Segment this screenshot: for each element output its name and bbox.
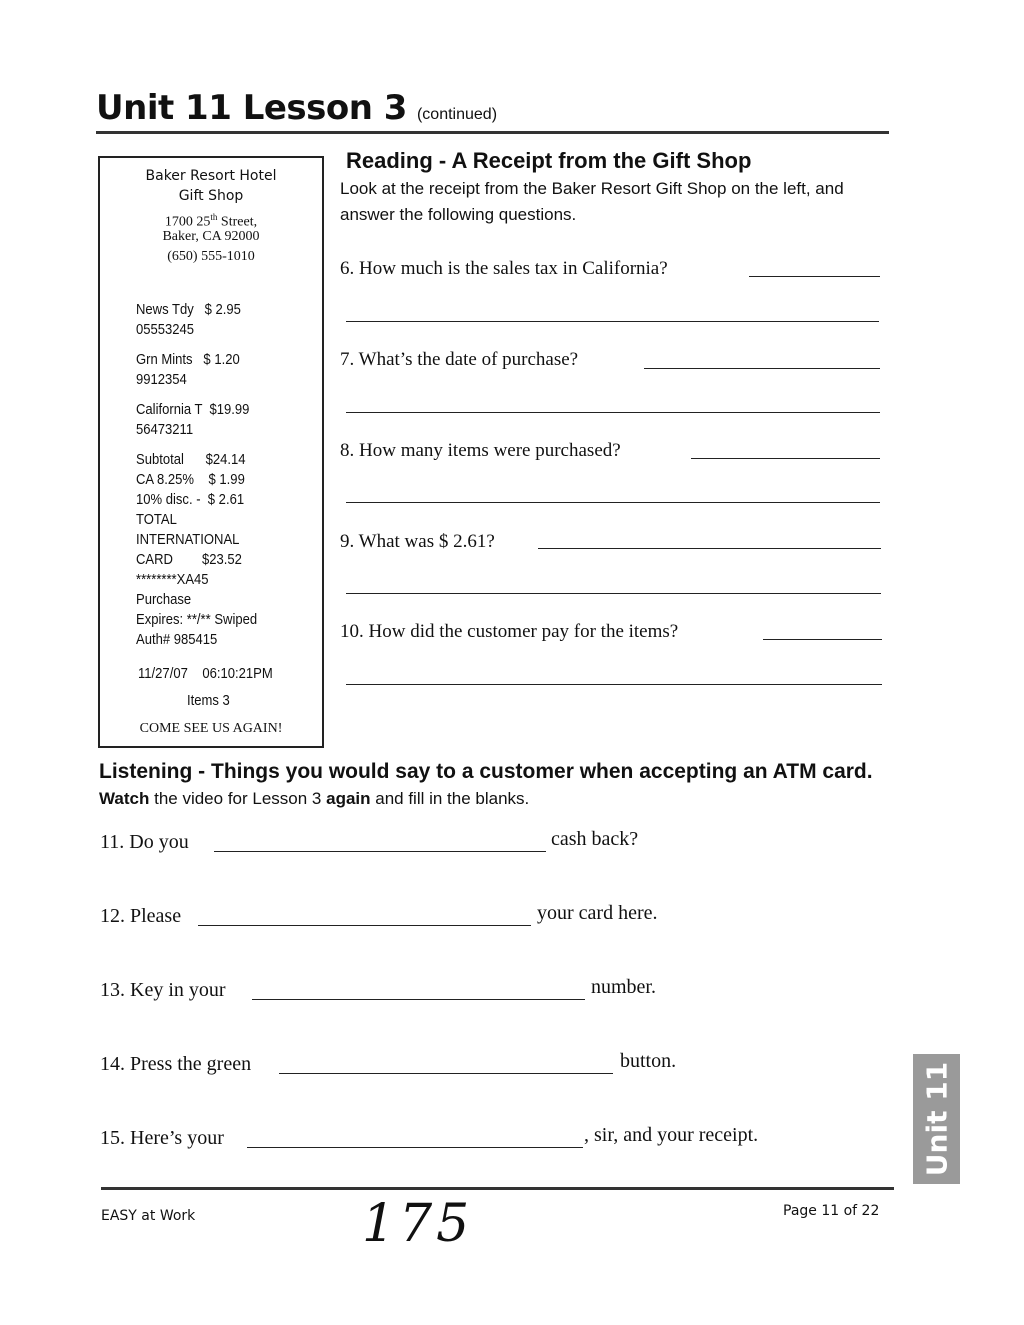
receipt-addr-number: 1700 25 (164, 214, 211, 230)
instr-mid: the video for Lesson 3 (149, 789, 327, 808)
receipt-item (136, 400, 262, 440)
reading-instructions: Look at the receipt from the Baker Resort Gift Shop on the left, and answer the following questions. (340, 179, 844, 224)
answer-blank[interactable] (691, 458, 880, 459)
receipt-phone: (650) 555-1010 (167, 249, 255, 264)
fill-blank[interactable] (252, 999, 585, 1000)
fill-item-15-after: , sir, and your receipt. (584, 1124, 759, 1146)
receipt-item-code: 56473211 (136, 422, 194, 438)
unit-lesson-title: Unit 11 Lesson 3 (96, 88, 407, 128)
continued-label: (continued) (416, 106, 498, 123)
fill-item-12-before: 12. Please (100, 905, 182, 927)
question-7: 7. What’s the date of purchase? (340, 349, 579, 370)
page-title (96, 88, 497, 128)
unit-side-tab (913, 1054, 960, 1184)
receipt-item-code: 05553245 (136, 322, 195, 338)
unit-side-tab-label: Unit 11 (920, 1061, 953, 1177)
receipt-card-number: ********XA45 (136, 572, 209, 588)
fill-item-13-before: 13. Key in your (100, 979, 226, 1001)
answer-blank[interactable] (346, 502, 880, 503)
answer-blank[interactable] (749, 276, 880, 277)
listening-instructions (99, 789, 529, 809)
receipt-item (136, 350, 251, 390)
receipt-auth: Auth# 985415 (136, 632, 218, 648)
receipt-item-line: News Tdy $ 2.95 (136, 302, 241, 318)
receipt-card-type: INTERNATIONAL (136, 532, 240, 548)
footer-program-name: EASY at Work (101, 1208, 196, 1224)
answer-blank[interactable] (346, 412, 880, 413)
bottom-divider (101, 1187, 894, 1190)
question-8: 8. How many items were purchased? (340, 440, 621, 461)
receipt-items-count-row (100, 691, 322, 712)
answer-blank[interactable] (538, 548, 881, 549)
receipt-subtotal: Subtotal $24.14 (136, 452, 246, 468)
fill-blank[interactable] (198, 925, 531, 926)
answer-blank[interactable] (346, 684, 882, 685)
question-6: 6. How much is the sales tax in California? (340, 258, 668, 279)
receipt-addr-suffix: th (210, 212, 218, 222)
receipt-discount: 10% disc. - $ 2.61 (136, 492, 245, 508)
top-divider (96, 131, 889, 134)
fill-item-14-before: 14. Press the green (100, 1053, 252, 1075)
question-10: 10. How did the customer pay for the items? (340, 621, 679, 642)
fill-item-12-after: your card here. (537, 902, 658, 924)
receipt-city: Baker, CA 92000 (162, 229, 260, 244)
receipt-addr-street: Street, (217, 214, 258, 230)
receipt-tax: CA 8.25% $ 1.99 (136, 472, 245, 488)
receipt-purchase: Purchase (136, 592, 192, 608)
receipt-card-amount: CARD $23.52 (136, 552, 242, 568)
receipt-item-line: Grn Mints $ 1.20 (136, 352, 240, 368)
receipt-store-name: Baker Resort Hotel (145, 168, 277, 184)
receipt-datetime: 11/27/07 06:10:21PM (138, 666, 273, 682)
answer-blank[interactable] (644, 368, 880, 369)
fill-blank[interactable] (247, 1147, 583, 1148)
listening-title: Listening - Things you would say to a customer when accepting an ATM card. (99, 760, 873, 783)
receipt-item-code: 9912354 (136, 372, 187, 388)
fill-item-14-after: button. (620, 1050, 677, 1072)
receipt-items-count: Items 3 (187, 693, 231, 709)
receipt-store-sub: Gift Shop (178, 188, 244, 204)
handwritten-page-number: 175 (362, 1194, 474, 1254)
fill-item-11-after: cash back? (551, 828, 639, 850)
reading-title: Reading - A Receipt from the Gift Shop (346, 148, 752, 173)
fill-blank[interactable] (214, 851, 546, 852)
receipt-item (136, 300, 253, 340)
fill-item-13-after: number. (591, 976, 656, 998)
footer-page-number: Page 11 of 22 (783, 1203, 880, 1219)
fill-item-15-before: 15. Here’s your (100, 1127, 224, 1149)
answer-blank[interactable] (763, 639, 882, 640)
instr-end: and fill in the blanks. (370, 789, 530, 808)
answer-blank[interactable] (346, 321, 879, 322)
answer-blank[interactable] (346, 593, 881, 594)
instr-again: again (326, 789, 371, 808)
fill-blank[interactable] (279, 1073, 613, 1074)
question-9: 9. What was $ 2.61? (340, 531, 495, 552)
receipt-item-line: California T $19.99 (136, 402, 250, 418)
fill-item-11-before: 11. Do you (100, 831, 189, 853)
receipt-totals (136, 450, 271, 650)
receipt-total-label: TOTAL (136, 512, 177, 528)
receipt-expires: Expires: **/** Swiped (136, 612, 258, 628)
receipt-footer: COME SEE US AGAIN! (139, 721, 283, 736)
instr-watch: Watch (99, 789, 150, 808)
receipt-box (98, 156, 324, 748)
